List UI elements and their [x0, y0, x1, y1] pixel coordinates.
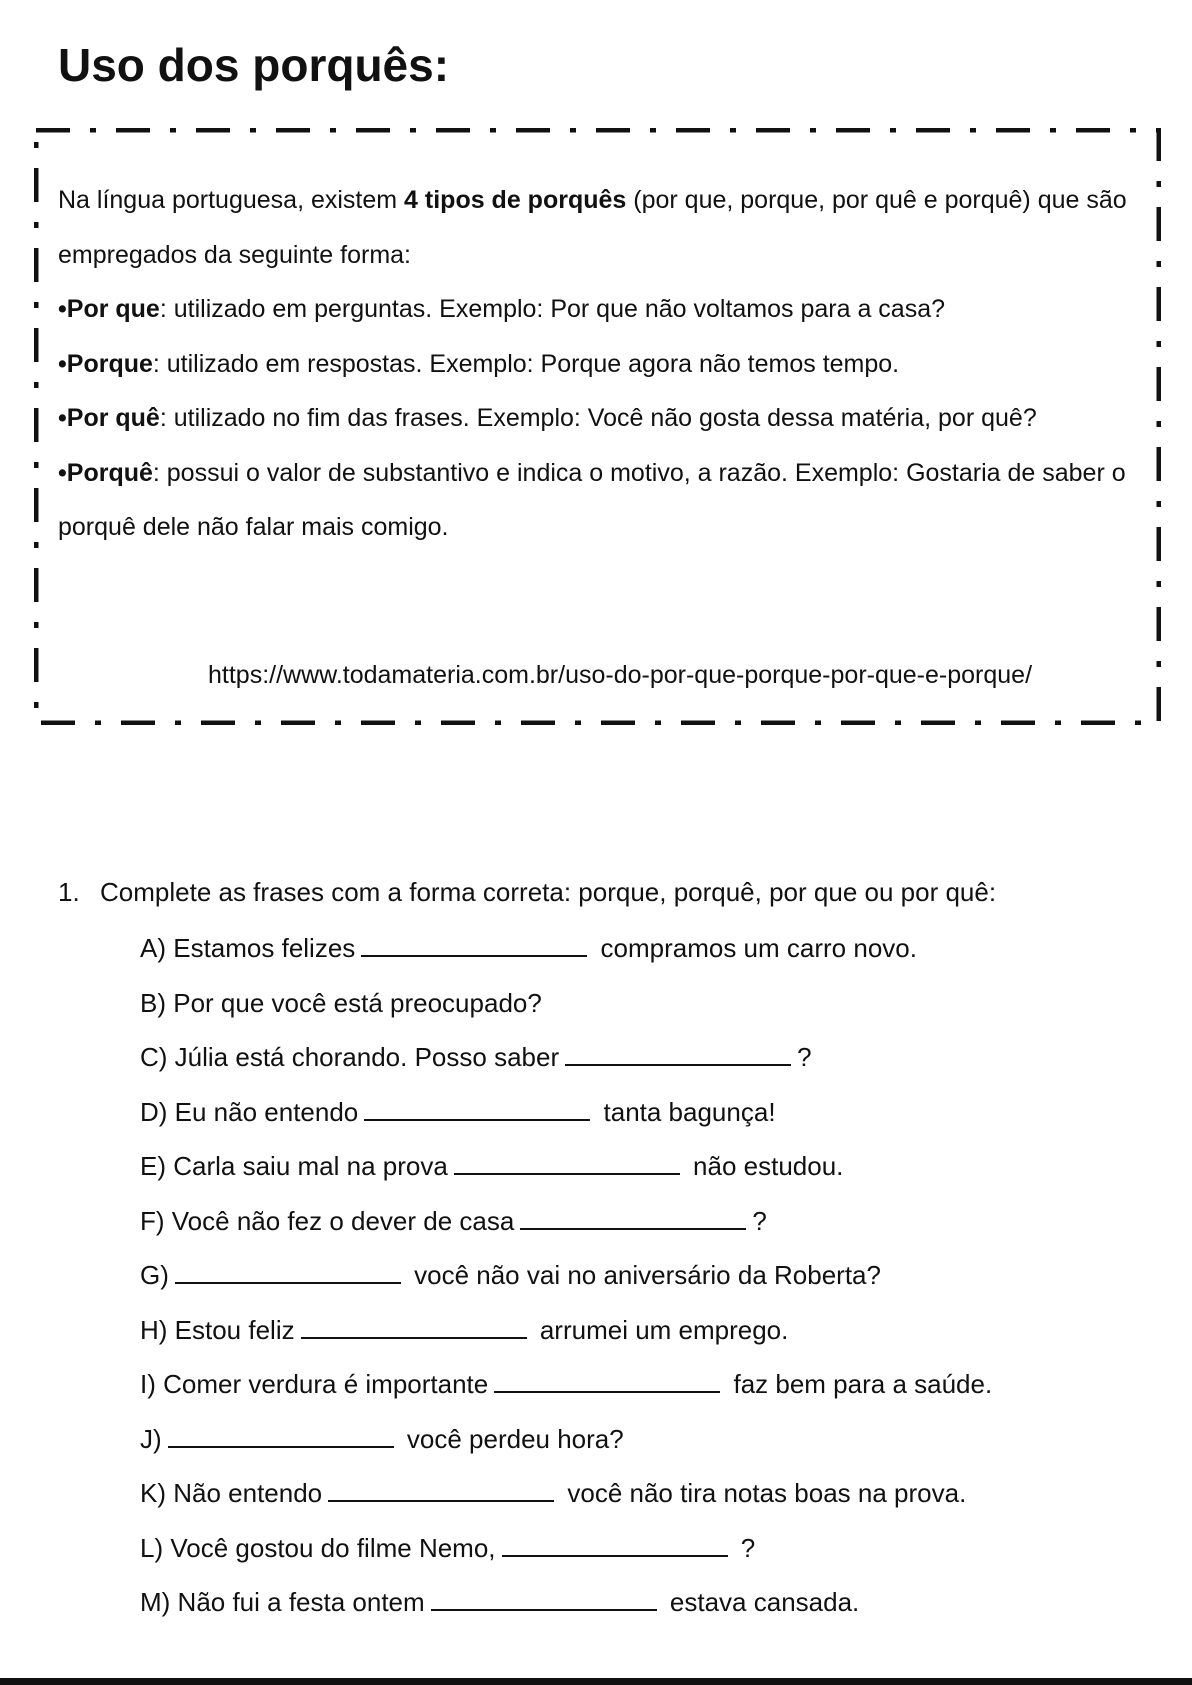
exercise-instruction: 1. Complete as frases com a forma correta: porque, porquê, por que ou por quê:	[58, 877, 997, 907]
answer-blank[interactable]	[565, 1064, 791, 1066]
answer-blank[interactable]	[328, 1500, 554, 1502]
list-item: B) Por que você está preocupado?	[140, 987, 542, 1018]
answer-blank[interactable]	[431, 1609, 657, 1611]
answer-blank[interactable]	[502, 1555, 728, 1557]
answer-blank[interactable]	[454, 1173, 680, 1175]
list-item: G) você não vai no aniversário da Roberta?	[140, 1260, 881, 1290]
list-item: I) Comer verdura é importante faz bem para a saúde.	[140, 1369, 993, 1399]
list-item: A) Estamos felizes compramos um carro novo.	[140, 933, 917, 963]
answer-blank[interactable]	[364, 1119, 590, 1121]
list-item: E) Carla saiu mal na prova não estudou.	[140, 1151, 844, 1181]
list-item: F) Você não fez o dever de casa ?	[140, 1205, 767, 1236]
info-text	[58, 173, 1133, 555]
list-item: K) Não entendo você não tira notas boas na prova.	[140, 1478, 967, 1508]
source-url: https://www.todamateria.com.br/uso-do-por-que-porque-por-que-e-porque/	[208, 661, 1033, 689]
info-box	[34, 128, 1161, 725]
intro-paragraph: Na língua portuguesa, existem 4 tipos de porquês (por que, porque, por quê e porquê) que são empregados da seguinte forma:	[58, 186, 1127, 269]
answer-blank[interactable]	[361, 955, 587, 957]
list-item: J) você perdeu hora?	[140, 1423, 624, 1454]
list-item: L) Você gostou do filme Nemo, ?	[140, 1532, 756, 1563]
answer-blank[interactable]	[494, 1391, 720, 1393]
list-item: H) Estou feliz arrumei um emprego.	[140, 1314, 789, 1345]
page-bottom-border	[0, 1678, 1192, 1685]
rule-por-que-acento: •Por quê: utilizado no fim das frases. Exemplo: Você não gosta dessa matéria, por quê?	[58, 404, 1037, 432]
intro-highlight: 4 tipos de porquês	[404, 186, 627, 214]
answer-blank[interactable]	[175, 1282, 401, 1284]
rule-por-que: •Por que: utilizado em perguntas. Exemplo: Por que não voltamos para a casa?	[58, 295, 946, 323]
answer-blank[interactable]	[168, 1446, 394, 1448]
list-item: C) Júlia está chorando. Posso saber ?	[140, 1042, 812, 1072]
answer-blank[interactable]	[301, 1337, 527, 1339]
list-item: D) Eu não entendo tanta bagunça!	[140, 1096, 776, 1127]
page-title: Uso dos porquês:	[58, 39, 450, 91]
rule-porque-substantivo: •Porquê: possui o valor de substantivo e indica o motivo, a razão. Exemplo: Gostaria de saber o porquê dele não falar mais comigo.	[58, 458, 1126, 541]
list-item: M) Não fui a festa ontem estava cansada.	[140, 1587, 860, 1617]
answer-blank[interactable]	[520, 1228, 746, 1230]
rule-porque: •Porque: utilizado em respostas. Exemplo: Porque agora não temos tempo.	[58, 349, 900, 378]
exercise-number: 1.	[58, 877, 80, 907]
exercise-items	[140, 931, 992, 1640]
